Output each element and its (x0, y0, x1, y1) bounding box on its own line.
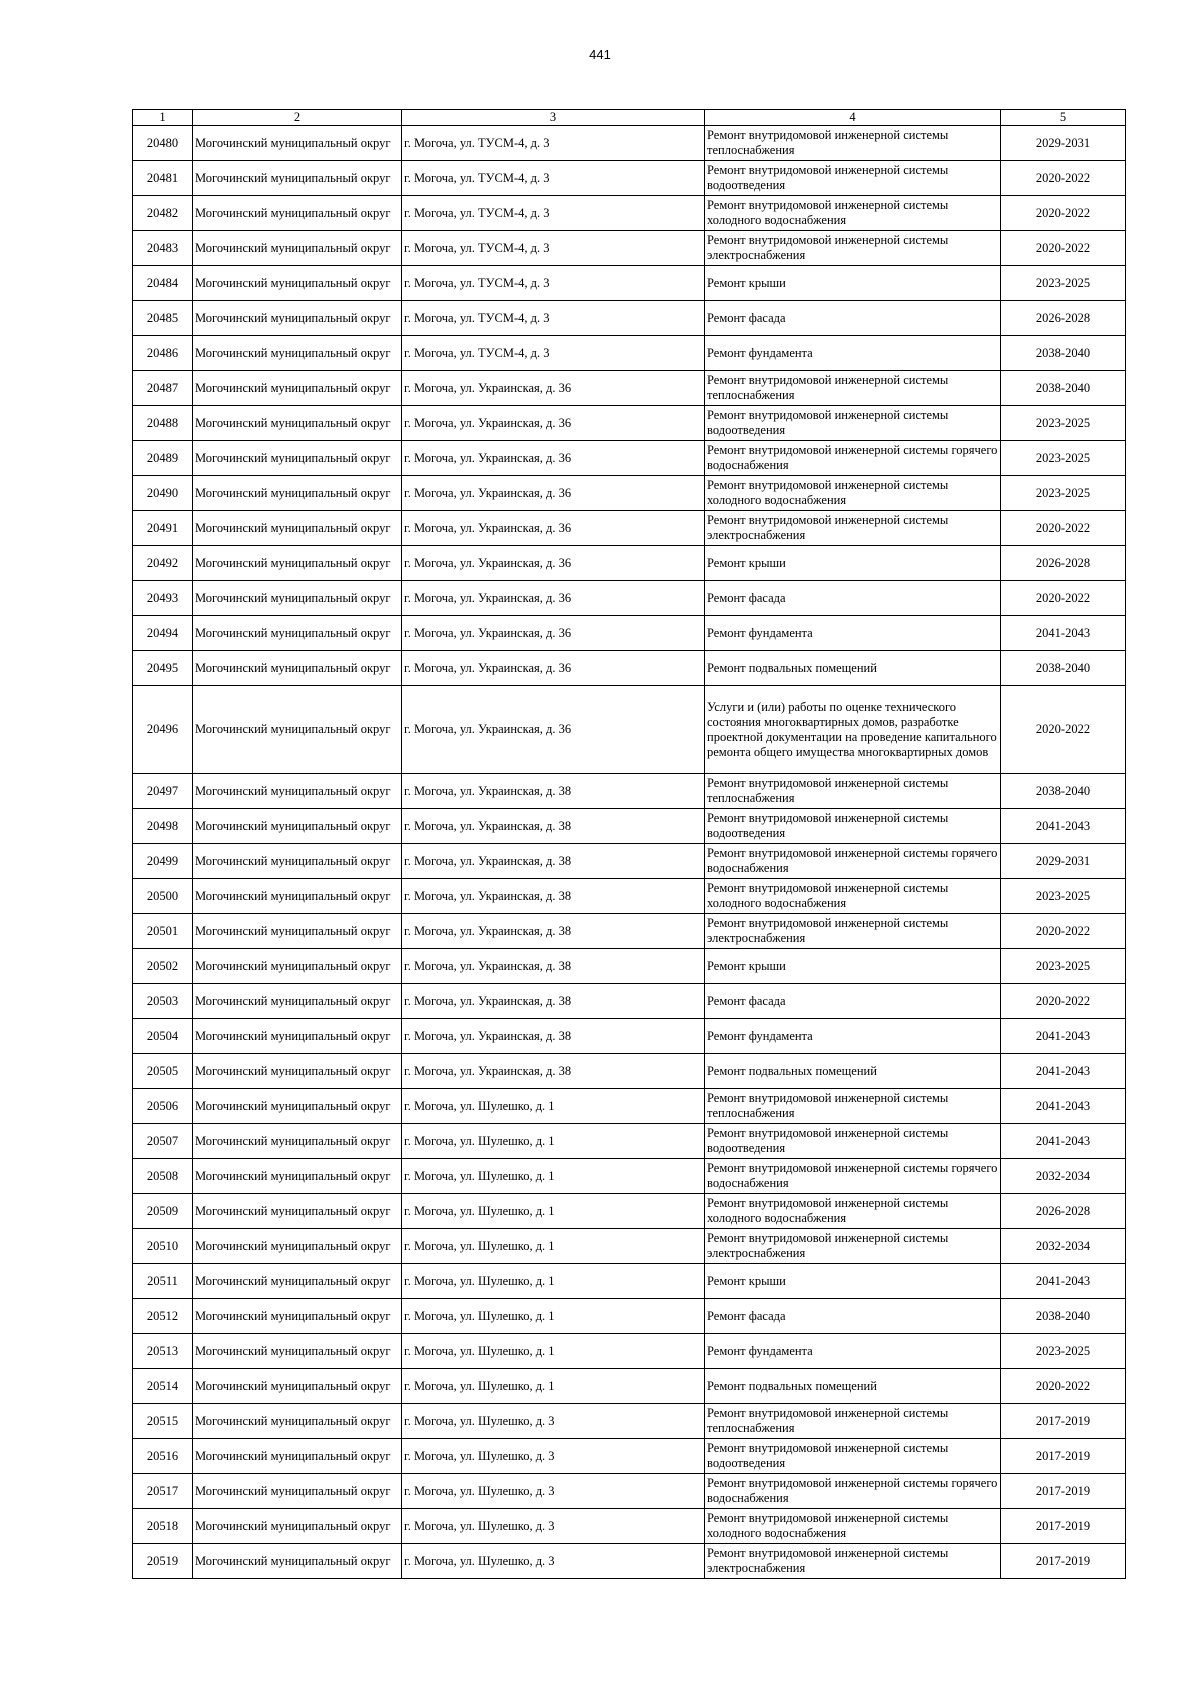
address-cell: г. Могоча, ул. Украинская, д. 36 (402, 546, 705, 581)
address-cell: г. Могоча, ул. ТУСМ-4, д. 3 (402, 161, 705, 196)
municipality-cell: Могочинский муниципальный округ (193, 441, 402, 476)
address-cell: г. Могоча, ул. Шулешко, д. 3 (402, 1509, 705, 1544)
period-cell: 2032-2034 (1001, 1159, 1126, 1194)
row-number-cell: 20517 (133, 1474, 193, 1509)
address-cell: г. Могоча, ул. Украинская, д. 36 (402, 651, 705, 686)
municipality-cell: Могочинский муниципальный округ (193, 809, 402, 844)
work-type-cell: Ремонт внутридомовой инженерной системы электроснабжения (705, 511, 1001, 546)
address-cell: г. Могоча, ул. Шулешко, д. 1 (402, 1299, 705, 1334)
row-number-cell: 20493 (133, 581, 193, 616)
work-type-cell: Ремонт внутридомовой инженерной системы теплоснабжения (705, 126, 1001, 161)
period-cell: 2023-2025 (1001, 949, 1126, 984)
municipality-cell: Могочинский муниципальный округ (193, 196, 402, 231)
work-type-cell: Ремонт внутридомовой инженерной системы холодного водоснабжения (705, 1509, 1001, 1544)
row-number-cell: 20509 (133, 1194, 193, 1229)
capital-repair-table (132, 109, 1126, 1579)
municipality-cell: Могочинский муниципальный округ (193, 1509, 402, 1544)
table-row (133, 879, 1126, 914)
address-cell: г. Могоча, ул. Шулешко, д. 1 (402, 1124, 705, 1159)
table-row (133, 984, 1126, 1019)
period-cell: 2041-2043 (1001, 1089, 1126, 1124)
table-row (133, 1264, 1126, 1299)
table-row (133, 1474, 1126, 1509)
period-cell: 2017-2019 (1001, 1404, 1126, 1439)
address-cell: г. Могоча, ул. Шулешко, д. 1 (402, 1334, 705, 1369)
period-cell: 2041-2043 (1001, 616, 1126, 651)
work-type-cell: Ремонт фундамента (705, 336, 1001, 371)
address-cell: г. Могоча, ул. ТУСМ-4, д. 3 (402, 196, 705, 231)
period-cell: 2038-2040 (1001, 651, 1126, 686)
table-row (133, 371, 1126, 406)
table-row (133, 161, 1126, 196)
work-type-cell: Ремонт внутридомовой инженерной системы холодного водоснабжения (705, 196, 1001, 231)
table-row (133, 686, 1126, 774)
table-header (133, 110, 1126, 126)
period-cell: 2023-2025 (1001, 266, 1126, 301)
row-number-cell: 20515 (133, 1404, 193, 1439)
address-cell: г. Могоча, ул. Украинская, д. 38 (402, 774, 705, 809)
row-number-cell: 20485 (133, 301, 193, 336)
address-cell: г. Могоча, ул. Украинская, д. 38 (402, 844, 705, 879)
municipality-cell: Могочинский муниципальный округ (193, 1369, 402, 1404)
work-type-cell: Ремонт крыши (705, 266, 1001, 301)
address-cell: г. Могоча, ул. ТУСМ-4, д. 3 (402, 336, 705, 371)
address-cell: г. Могоча, ул. Украинская, д. 38 (402, 809, 705, 844)
column-header: 1 (133, 110, 193, 126)
table-row (133, 1159, 1126, 1194)
period-cell: 2020-2022 (1001, 914, 1126, 949)
period-cell: 2032-2034 (1001, 1229, 1126, 1264)
work-type-cell: Ремонт подвальных помещений (705, 1054, 1001, 1089)
municipality-cell: Могочинский муниципальный округ (193, 406, 402, 441)
row-number-cell: 20502 (133, 949, 193, 984)
municipality-cell: Могочинский муниципальный округ (193, 686, 402, 774)
address-cell: г. Могоча, ул. Шулешко, д. 1 (402, 1089, 705, 1124)
work-type-cell: Ремонт подвальных помещений (705, 651, 1001, 686)
row-number-cell: 20488 (133, 406, 193, 441)
row-number-cell: 20490 (133, 476, 193, 511)
municipality-cell: Могочинский муниципальный округ (193, 336, 402, 371)
table-row (133, 1369, 1126, 1404)
municipality-cell: Могочинский муниципальный округ (193, 581, 402, 616)
work-type-cell: Ремонт внутридомовой инженерной системы водоотведения (705, 809, 1001, 844)
municipality-cell: Могочинский муниципальный округ (193, 1264, 402, 1299)
row-number-cell: 20482 (133, 196, 193, 231)
work-type-cell: Ремонт внутридомовой инженерной системы электроснабжения (705, 914, 1001, 949)
row-number-cell: 20498 (133, 809, 193, 844)
address-cell: г. Могоча, ул. Шулешко, д. 3 (402, 1474, 705, 1509)
period-cell: 2017-2019 (1001, 1474, 1126, 1509)
municipality-cell: Могочинский муниципальный округ (193, 1054, 402, 1089)
municipality-cell: Могочинский муниципальный округ (193, 266, 402, 301)
table-row (133, 914, 1126, 949)
table-row (133, 546, 1126, 581)
work-type-cell: Ремонт внутридомовой инженерной системы теплоснабжения (705, 371, 1001, 406)
table-row (133, 1124, 1126, 1159)
table-row (133, 336, 1126, 371)
table-row (133, 1054, 1126, 1089)
table-row (133, 476, 1126, 511)
work-type-cell: Ремонт внутридомовой инженерной системы водоотведения (705, 1439, 1001, 1474)
column-header: 3 (402, 110, 705, 126)
municipality-cell: Могочинский муниципальный округ (193, 1439, 402, 1474)
period-cell: 2038-2040 (1001, 774, 1126, 809)
table-row (133, 651, 1126, 686)
address-cell: г. Могоча, ул. Украинская, д. 38 (402, 1054, 705, 1089)
row-number-cell: 20484 (133, 266, 193, 301)
table-row (133, 949, 1126, 984)
address-cell: г. Могоча, ул. Украинская, д. 38 (402, 914, 705, 949)
row-number-cell: 20495 (133, 651, 193, 686)
table-row (133, 1299, 1126, 1334)
address-cell: г. Могоча, ул. Украинская, д. 36 (402, 686, 705, 774)
row-number-cell: 20505 (133, 1054, 193, 1089)
municipality-cell: Могочинский муниципальный округ (193, 1019, 402, 1054)
period-cell: 2023-2025 (1001, 879, 1126, 914)
row-number-cell: 20512 (133, 1299, 193, 1334)
period-cell: 2041-2043 (1001, 1264, 1126, 1299)
table-row (133, 266, 1126, 301)
work-type-cell: Ремонт внутридомовой инженерной системы водоотведения (705, 406, 1001, 441)
row-number-cell: 20511 (133, 1264, 193, 1299)
table-row (133, 1194, 1126, 1229)
period-cell: 2038-2040 (1001, 1299, 1126, 1334)
municipality-cell: Могочинский муниципальный округ (193, 1334, 402, 1369)
work-type-cell: Ремонт фасада (705, 984, 1001, 1019)
municipality-cell: Могочинский муниципальный округ (193, 1194, 402, 1229)
period-cell: 2020-2022 (1001, 686, 1126, 774)
address-cell: г. Могоча, ул. Украинская, д. 36 (402, 371, 705, 406)
period-cell: 2038-2040 (1001, 336, 1126, 371)
work-type-cell: Ремонт внутридомовой инженерной системы горячего водоснабжения (705, 1474, 1001, 1509)
period-cell: 2041-2043 (1001, 1019, 1126, 1054)
row-number-cell: 20504 (133, 1019, 193, 1054)
table-row (133, 231, 1126, 266)
address-cell: г. Могоча, ул. Украинская, д. 36 (402, 511, 705, 546)
work-type-cell: Ремонт фасада (705, 1299, 1001, 1334)
municipality-cell: Могочинский муниципальный округ (193, 161, 402, 196)
municipality-cell: Могочинский муниципальный округ (193, 949, 402, 984)
address-cell: г. Могоча, ул. ТУСМ-4, д. 3 (402, 126, 705, 161)
period-cell: 2026-2028 (1001, 301, 1126, 336)
period-cell: 2038-2040 (1001, 371, 1126, 406)
work-type-cell: Ремонт фундамента (705, 1019, 1001, 1054)
address-cell: г. Могоча, ул. Шулешко, д. 3 (402, 1439, 705, 1474)
work-type-cell: Ремонт подвальных помещений (705, 1369, 1001, 1404)
address-cell: г. Могоча, ул. Шулешко, д. 3 (402, 1404, 705, 1439)
table-row (133, 301, 1126, 336)
municipality-cell: Могочинский муниципальный округ (193, 1474, 402, 1509)
work-type-cell: Ремонт фундамента (705, 616, 1001, 651)
row-number-cell: 20503 (133, 984, 193, 1019)
row-number-cell: 20486 (133, 336, 193, 371)
municipality-cell: Могочинский муниципальный округ (193, 616, 402, 651)
table-body (133, 126, 1126, 1579)
period-cell: 2041-2043 (1001, 809, 1126, 844)
table-row (133, 1509, 1126, 1544)
row-number-cell: 20481 (133, 161, 193, 196)
municipality-cell: Могочинский муниципальный округ (193, 1159, 402, 1194)
work-type-cell: Ремонт внутридомовой инженерной системы холодного водоснабжения (705, 1194, 1001, 1229)
row-number-cell: 20514 (133, 1369, 193, 1404)
address-cell: г. Могоча, ул. Шулешко, д. 1 (402, 1194, 705, 1229)
row-number-cell: 20491 (133, 511, 193, 546)
municipality-cell: Могочинский муниципальный округ (193, 1229, 402, 1264)
address-cell: г. Могоча, ул. Шулешко, д. 1 (402, 1229, 705, 1264)
municipality-cell: Могочинский муниципальный округ (193, 844, 402, 879)
address-cell: г. Могоча, ул. Украинская, д. 36 (402, 476, 705, 511)
period-cell: 2023-2025 (1001, 476, 1126, 511)
work-type-cell: Ремонт внутридомовой инженерной системы теплоснабжения (705, 774, 1001, 809)
period-cell: 2023-2025 (1001, 406, 1126, 441)
address-cell: г. Могоча, ул. Украинская, д. 36 (402, 616, 705, 651)
municipality-cell: Могочинский муниципальный округ (193, 126, 402, 161)
municipality-cell: Могочинский муниципальный округ (193, 1124, 402, 1159)
work-type-cell: Ремонт крыши (705, 546, 1001, 581)
work-type-cell: Ремонт внутридомовой инженерной системы электроснабжения (705, 1544, 1001, 1579)
municipality-cell: Могочинский муниципальный округ (193, 984, 402, 1019)
column-header: 4 (705, 110, 1001, 126)
work-type-cell: Услуги и (или) работы по оценке технического состояния многоквартирных домов, разработке проектной документации на проведение капитального ремонта общего имущества многоквартирных домов (705, 686, 1001, 774)
table-row (133, 1019, 1126, 1054)
row-number-cell: 20518 (133, 1509, 193, 1544)
address-cell: г. Могоча, ул. Украинская, д. 38 (402, 1019, 705, 1054)
table-row (133, 581, 1126, 616)
row-number-cell: 20516 (133, 1439, 193, 1474)
period-cell: 2017-2019 (1001, 1439, 1126, 1474)
row-number-cell: 20508 (133, 1159, 193, 1194)
address-cell: г. Могоча, ул. Украинская, д. 38 (402, 879, 705, 914)
table-row (133, 1439, 1126, 1474)
row-number-cell: 20507 (133, 1124, 193, 1159)
work-type-cell: Ремонт фасада (705, 581, 1001, 616)
work-type-cell: Ремонт внутридомовой инженерной системы горячего водоснабжения (705, 844, 1001, 879)
municipality-cell: Могочинский муниципальный округ (193, 774, 402, 809)
column-header: 5 (1001, 110, 1126, 126)
address-cell: г. Могоча, ул. Шулешко, д. 1 (402, 1159, 705, 1194)
work-type-cell: Ремонт внутридомовой инженерной системы горячего водоснабжения (705, 441, 1001, 476)
period-cell: 2026-2028 (1001, 1194, 1126, 1229)
table-row (133, 441, 1126, 476)
period-cell: 2029-2031 (1001, 844, 1126, 879)
period-cell: 2020-2022 (1001, 161, 1126, 196)
row-number-cell: 20496 (133, 686, 193, 774)
row-number-cell: 20494 (133, 616, 193, 651)
period-cell: 2020-2022 (1001, 581, 1126, 616)
address-cell: г. Могоча, ул. Украинская, д. 38 (402, 949, 705, 984)
row-number-cell: 20499 (133, 844, 193, 879)
municipality-cell: Могочинский муниципальный округ (193, 546, 402, 581)
address-cell: г. Могоча, ул. Шулешко, д. 1 (402, 1369, 705, 1404)
period-cell: 2020-2022 (1001, 511, 1126, 546)
work-type-cell: Ремонт крыши (705, 949, 1001, 984)
work-type-cell: Ремонт крыши (705, 1264, 1001, 1299)
period-cell: 2041-2043 (1001, 1054, 1126, 1089)
row-number-cell: 20500 (133, 879, 193, 914)
period-cell: 2023-2025 (1001, 441, 1126, 476)
period-cell: 2023-2025 (1001, 1334, 1126, 1369)
table-row (133, 406, 1126, 441)
header-row (133, 110, 1126, 126)
municipality-cell: Могочинский муниципальный округ (193, 231, 402, 266)
period-cell: 2020-2022 (1001, 1369, 1126, 1404)
municipality-cell: Могочинский муниципальный округ (193, 651, 402, 686)
table-row (133, 196, 1126, 231)
row-number-cell: 20492 (133, 546, 193, 581)
period-cell: 2020-2022 (1001, 984, 1126, 1019)
table-row (133, 1089, 1126, 1124)
work-type-cell: Ремонт внутридомовой инженерной системы электроснабжения (705, 1229, 1001, 1264)
work-type-cell: Ремонт внутридомовой инженерной системы горячего водоснабжения (705, 1159, 1001, 1194)
row-number-cell: 20519 (133, 1544, 193, 1579)
row-number-cell: 20487 (133, 371, 193, 406)
work-type-cell: Ремонт фасада (705, 301, 1001, 336)
row-number-cell: 20506 (133, 1089, 193, 1124)
row-number-cell: 20510 (133, 1229, 193, 1264)
table-row (133, 616, 1126, 651)
address-cell: г. Могоча, ул. Украинская, д. 36 (402, 406, 705, 441)
work-type-cell: Ремонт внутридомовой инженерной системы холодного водоснабжения (705, 476, 1001, 511)
row-number-cell: 20483 (133, 231, 193, 266)
address-cell: г. Могоча, ул. ТУСМ-4, д. 3 (402, 231, 705, 266)
work-type-cell: Ремонт внутридомовой инженерной системы теплоснабжения (705, 1089, 1001, 1124)
municipality-cell: Могочинский муниципальный округ (193, 371, 402, 406)
address-cell: г. Могоча, ул. ТУСМ-4, д. 3 (402, 266, 705, 301)
address-cell: г. Могоча, ул. Шулешко, д. 1 (402, 1264, 705, 1299)
row-number-cell: 20480 (133, 126, 193, 161)
table-row (133, 809, 1126, 844)
column-header: 2 (193, 110, 402, 126)
period-cell: 2020-2022 (1001, 231, 1126, 266)
page-number: 441 (589, 47, 611, 62)
period-cell: 2020-2022 (1001, 196, 1126, 231)
address-cell: г. Могоча, ул. Украинская, д. 38 (402, 984, 705, 1019)
work-type-cell: Ремонт внутридомовой инженерной системы теплоснабжения (705, 1404, 1001, 1439)
address-cell: г. Могоча, ул. ТУСМ-4, д. 3 (402, 301, 705, 336)
row-number-cell: 20513 (133, 1334, 193, 1369)
table-row (133, 511, 1126, 546)
row-number-cell: 20501 (133, 914, 193, 949)
work-type-cell: Ремонт внутридомовой инженерной системы холодного водоснабжения (705, 879, 1001, 914)
address-cell: г. Могоча, ул. Шулешко, д. 3 (402, 1544, 705, 1579)
work-type-cell: Ремонт внутридомовой инженерной системы водоотведения (705, 161, 1001, 196)
municipality-cell: Могочинский муниципальный округ (193, 301, 402, 336)
row-number-cell: 20497 (133, 774, 193, 809)
work-type-cell: Ремонт фундамента (705, 1334, 1001, 1369)
period-cell: 2017-2019 (1001, 1544, 1126, 1579)
address-cell: г. Могоча, ул. Украинская, д. 36 (402, 581, 705, 616)
period-cell: 2029-2031 (1001, 126, 1126, 161)
table-row (133, 1334, 1126, 1369)
municipality-cell: Могочинский муниципальный округ (193, 1544, 402, 1579)
municipality-cell: Могочинский муниципальный округ (193, 879, 402, 914)
table-row (133, 1544, 1126, 1579)
municipality-cell: Могочинский муниципальный округ (193, 1089, 402, 1124)
work-type-cell: Ремонт внутридомовой инженерной системы электроснабжения (705, 231, 1001, 266)
municipality-cell: Могочинский муниципальный округ (193, 914, 402, 949)
table-row (133, 844, 1126, 879)
table-row (133, 774, 1126, 809)
period-cell: 2041-2043 (1001, 1124, 1126, 1159)
address-cell: г. Могоча, ул. Украинская, д. 36 (402, 441, 705, 476)
municipality-cell: Могочинский муниципальный округ (193, 1299, 402, 1334)
table-row (133, 1404, 1126, 1439)
table-row (133, 126, 1126, 161)
table-row (133, 1229, 1126, 1264)
municipality-cell: Могочинский муниципальный округ (193, 476, 402, 511)
work-type-cell: Ремонт внутридомовой инженерной системы водоотведения (705, 1124, 1001, 1159)
period-cell: 2026-2028 (1001, 546, 1126, 581)
municipality-cell: Могочинский муниципальный округ (193, 1404, 402, 1439)
row-number-cell: 20489 (133, 441, 193, 476)
municipality-cell: Могочинский муниципальный округ (193, 511, 402, 546)
period-cell: 2017-2019 (1001, 1509, 1126, 1544)
